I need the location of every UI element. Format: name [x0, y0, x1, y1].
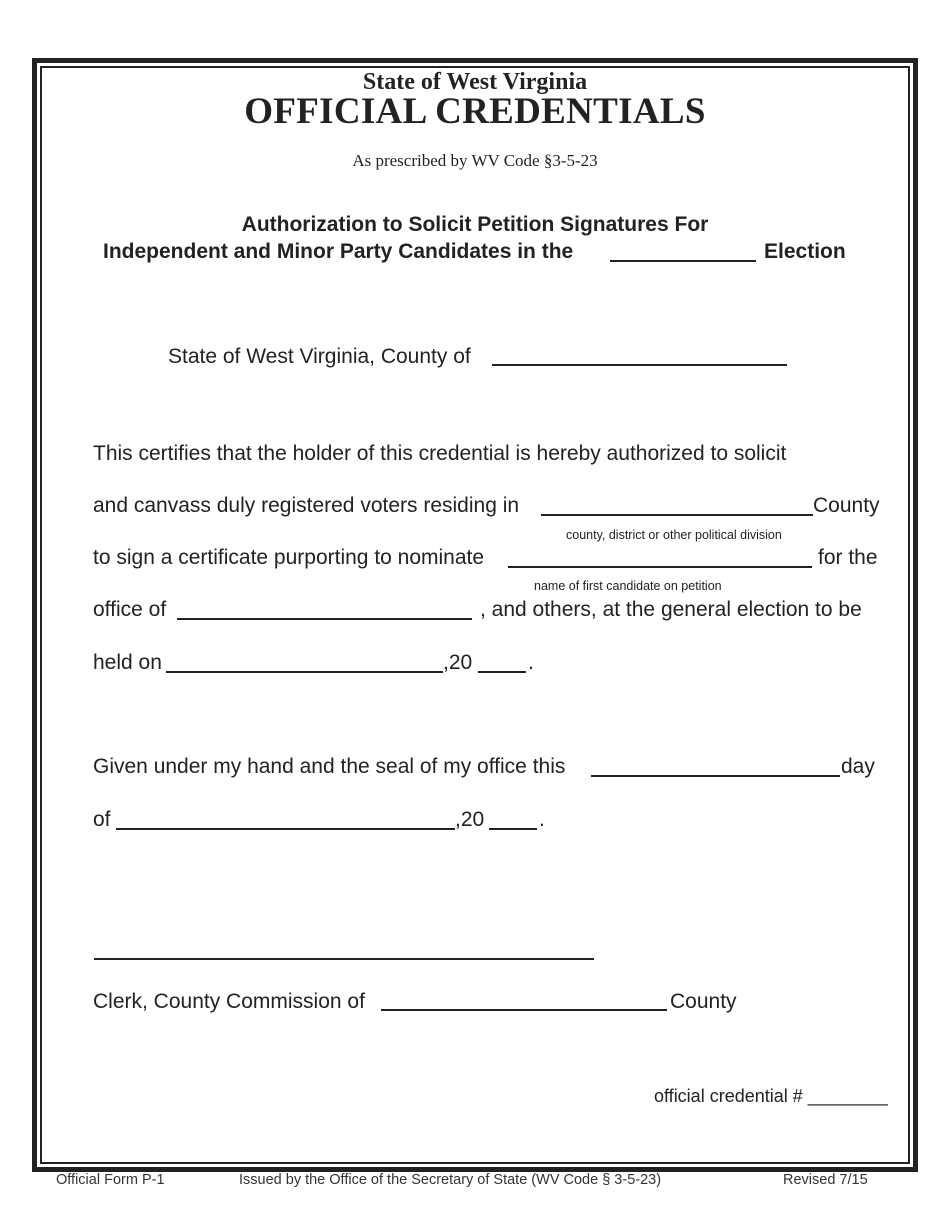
election-year-suffix-field[interactable]	[478, 671, 526, 673]
county-suffix: County	[813, 494, 880, 517]
certification-line-3: to sign a certificate purporting to nominate	[93, 546, 485, 569]
for-the-text: for the	[818, 546, 878, 569]
certification-line-5: held on	[93, 651, 162, 674]
credential-number-label: official credential #	[654, 1086, 803, 1106]
given-period: .	[539, 808, 545, 831]
election-date-field[interactable]	[166, 671, 443, 673]
credential-number-blank[interactable]: ________	[807, 1086, 888, 1106]
heading-election-label: Election	[764, 240, 846, 263]
clerk-label: Clerk, County Commission of	[93, 990, 365, 1013]
month-field[interactable]	[116, 828, 455, 830]
signature-line[interactable]	[94, 958, 594, 960]
county-label: State of West Virginia, County of	[168, 345, 471, 368]
given-line-2: of	[93, 808, 111, 831]
day-suffix: day	[841, 755, 875, 778]
heading-line-1: Authorization to Solicit Petition Signatures For	[241, 213, 709, 236]
county-field[interactable]	[492, 364, 787, 366]
certification-line-1: This certifies that the holder of this credential is hereby authorized to solicit	[93, 442, 787, 465]
prescribed-code: As prescribed by WV Code §3-5-23	[352, 151, 598, 170]
residing-county-field[interactable]	[541, 514, 813, 516]
general-election-text: , and others, at the general election to be	[480, 598, 862, 621]
footer-revised: Revised 7/15	[783, 1172, 868, 1188]
certification-line-2: and canvass duly registered voters residing in	[93, 494, 520, 517]
day-field[interactable]	[591, 775, 840, 777]
heading-line-2: Independent and Minor Party Candidates in the	[103, 240, 574, 263]
caption-political-division: county, district or other political division	[566, 528, 782, 542]
given-line-1: Given under my hand and the seal of my office this	[93, 755, 566, 778]
election-year-field[interactable]	[610, 260, 756, 262]
clerk-county-suffix: County	[670, 990, 737, 1013]
footer-issued-by: Issued by the Office of the Secretary of State (WV Code § 3-5-23)	[239, 1172, 662, 1188]
footer-form-id: Official Form P-1	[56, 1172, 165, 1188]
year-prefix: ,20	[443, 651, 473, 674]
caption-candidate-name: name of first candidate on petition	[534, 579, 722, 593]
state-title: State of West Virginia	[362, 69, 588, 95]
period: .	[528, 651, 534, 674]
page-title: OFFICIAL CREDENTIALS	[244, 91, 706, 132]
credential-number[interactable]	[654, 1086, 888, 1107]
given-year-field[interactable]	[489, 828, 537, 830]
office-field[interactable]	[177, 618, 472, 620]
given-year-prefix: ,20	[455, 808, 485, 831]
certification-line-4: office of	[93, 598, 167, 621]
clerk-county-field[interactable]	[381, 1009, 667, 1011]
candidate-name-field[interactable]	[508, 566, 812, 568]
